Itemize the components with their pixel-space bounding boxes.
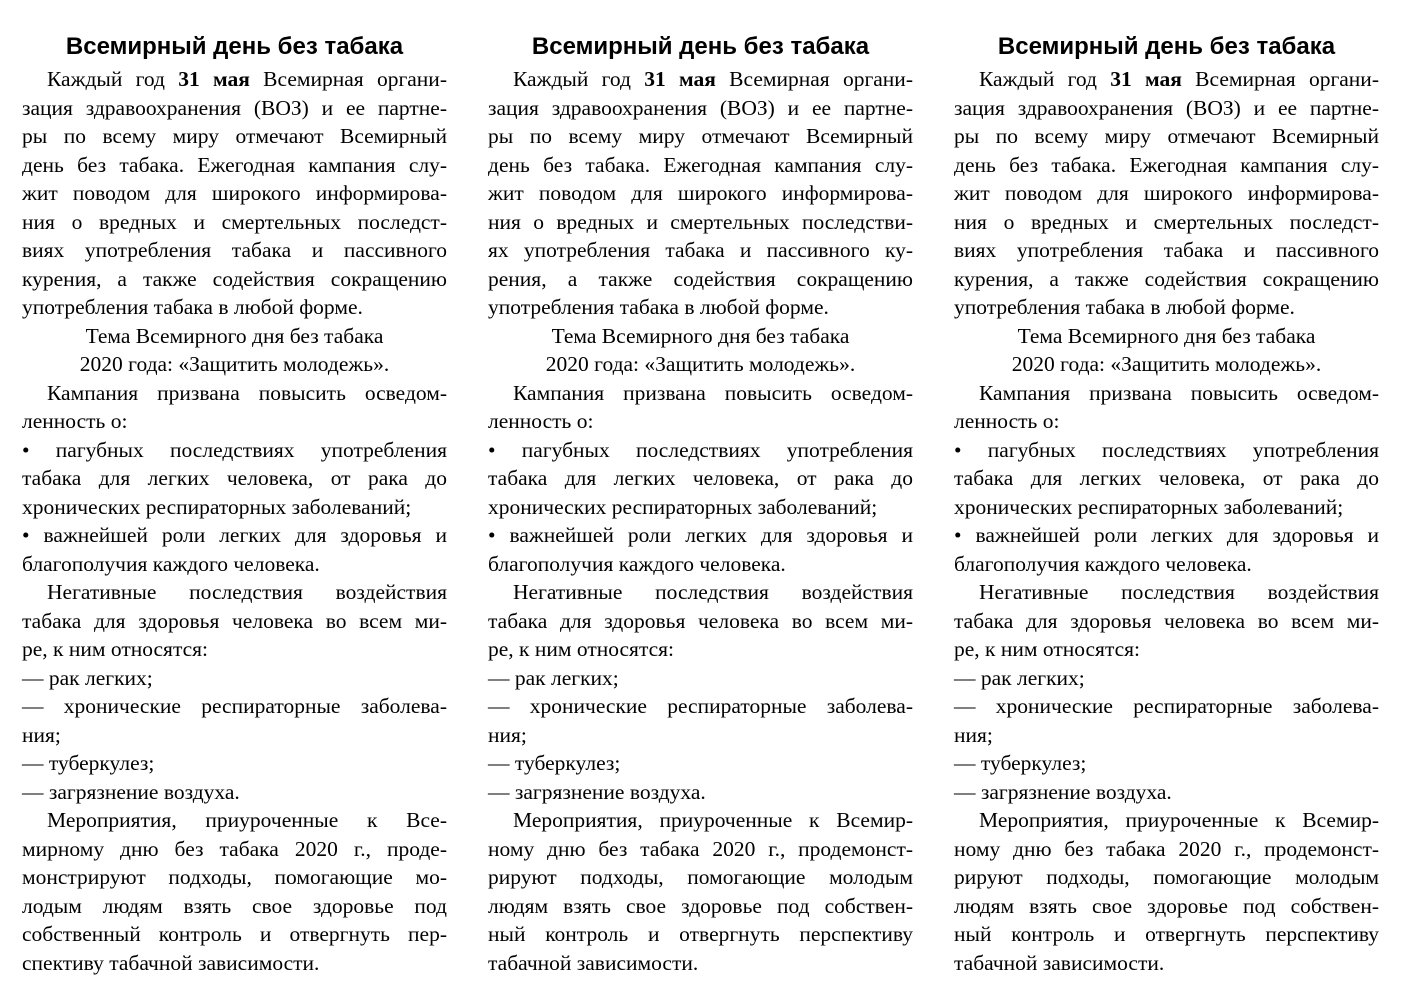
text-line: зация здравоохранения (ВОЗ) и ее партне- [22, 95, 447, 120]
text-line: ния; [488, 722, 527, 747]
text-line: людям взять свое здоровье под собствен- [488, 893, 913, 918]
text-line: табака для легких человека, от рака до [22, 466, 447, 490]
text-segment: Всемирная органи- [715, 67, 913, 91]
text-line: благополучия каждого человека. [488, 551, 786, 576]
text-line: жит поводом для широкого информирова- [22, 181, 447, 205]
text-line: • важнейшей роли легких для здоровья и [22, 523, 447, 547]
text-line: Негативные последствия воздействия [979, 580, 1379, 604]
text-line: — загрязнение воздуха. [488, 779, 706, 804]
text-line: 2020 года: «Защитить молодежь». [545, 352, 856, 376]
text-line: ры по всему миру отмечают Всемирный [954, 124, 1379, 148]
text-line: зация здравоохранения (ВОЗ) и ее партне- [488, 95, 913, 120]
text-line: ях употребления табака и пассивного ку- [488, 238, 913, 262]
text-line: ре, к ним относятся: [954, 637, 1141, 661]
text-line: употребления табака в любой форме. [488, 295, 829, 319]
text-line: — рак легких; [22, 665, 153, 690]
text-line: • пагубных последствиях употребления [488, 437, 913, 462]
text-line: табачной зависимости. [488, 950, 699, 975]
text-segment: Каждый год [979, 67, 1111, 91]
text-line [22, 65, 447, 94]
text-line: Негативные последствия воздействия [513, 580, 913, 604]
text-line: день без табака. Ежегодная кампания слу- [488, 152, 913, 177]
leaflet-column-3 [954, 30, 1379, 992]
text-line: благополучия каждого человека. [22, 551, 320, 576]
column-title: Всемирный день без табака [997, 33, 1336, 60]
text-line: спективу табачной зависимости. [22, 950, 320, 975]
text-line: ры по всему миру отмечают Всемирный [22, 124, 447, 148]
text-line: — загрязнение воздуха. [954, 779, 1172, 804]
text-line: — хронические респираторные заболева- [22, 694, 447, 718]
text-line: Кампания призвана повысить осведом- [979, 380, 1379, 405]
text-line: 2020 года: «Защитить молодежь». [79, 352, 390, 376]
text-line: ленность о: [954, 409, 1060, 433]
text-line: • пагубных последствиях употребления [22, 437, 447, 462]
text-line: ный контроль и отвергнуть перспективу [954, 922, 1379, 946]
text-line: жит поводом для широкого информирова- [954, 181, 1379, 205]
text-line: • важнейшей роли легких для здоровья и [488, 523, 913, 547]
text-line: монстрируют подходы, помогающие мо- [22, 865, 447, 889]
text-line: Тема Всемирного дня без табака [551, 323, 850, 348]
text-line: благополучия каждого человека. [954, 551, 1252, 576]
text-line: жит поводом для широкого информирова- [488, 181, 913, 205]
text-line: — туберкулез; [488, 751, 621, 775]
text-line: мирному дню без табака 2020 г., проде- [22, 836, 447, 861]
text-line: 2020 года: «Защитить молодежь». [1011, 352, 1322, 376]
text-line: • важнейшей роли легких для здоровья и [954, 523, 1379, 547]
text-line: табака для здоровья человека во всем ми- [22, 608, 447, 633]
text-line: зация здравоохранения (ВОЗ) и ее партне- [954, 95, 1379, 120]
text-line: Тема Всемирного дня без табака [85, 323, 384, 348]
bold-text-segment: 31 мая [644, 67, 716, 91]
text-line: рения, а также содействия сокращению [488, 266, 913, 291]
text-line: ре, к ним относятся: [488, 637, 675, 661]
text-line: ния о вредных и смертельных последст- [22, 209, 447, 234]
text-segment: Всемирная органи- [249, 67, 447, 91]
text-segment: Каждый год [513, 67, 645, 91]
text-line [954, 65, 1379, 94]
text-line: ленность о: [22, 409, 128, 433]
text-line: Тема Всемирного дня без табака [1017, 323, 1316, 348]
text-line: — хронические респираторные заболева- [954, 694, 1379, 718]
text-line: людям взять свое здоровье под собствен- [954, 893, 1379, 918]
column-title: Всемирный день без табака [531, 33, 870, 60]
leaflet-column-2 [488, 30, 913, 992]
text-line: Кампания призвана повысить осведом- [513, 380, 913, 405]
text-line: табака для легких человека, от рака до [954, 466, 1379, 490]
text-line: день без табака. Ежегодная кампания слу- [22, 152, 447, 177]
text-line: курения, а также содействия сокращению [22, 266, 447, 291]
text-line: табака для легких человека, от рака до [488, 466, 913, 490]
text-line: Мероприятия, приуроченные к Всемир- [979, 808, 1379, 832]
text-segment: Каждый год [47, 67, 179, 91]
text-line: ленность о: [488, 409, 594, 433]
text-line: — рак легких; [954, 665, 1085, 690]
text-line: рируют подходы, помогающие молодым [954, 865, 1379, 889]
text-line: хронических респираторных заболеваний; [22, 494, 412, 519]
bold-text-segment: 31 мая [1110, 67, 1182, 91]
text-line: Негативные последствия воздействия [47, 580, 447, 604]
text-line: Кампания призвана повысить осведом- [47, 380, 447, 405]
text-line: собственный контроль и отвергнуть пер- [22, 922, 447, 946]
text-line: — туберкулез; [954, 751, 1087, 775]
text-line: ния о вредных и смертельных последстви- [488, 209, 913, 234]
text-line: виях употребления табака и пассивного [954, 238, 1379, 262]
text-line: Мероприятия, приуроченные к Все- [47, 808, 447, 832]
text-line: — хронические респираторные заболева- [488, 694, 913, 718]
text-line: употребления табака в любой форме. [954, 295, 1295, 319]
text-line: • пагубных последствиях употребления [954, 437, 1379, 462]
text-line: курения, а также содействия сокращению [954, 266, 1379, 291]
text-line: рируют подходы, помогающие молодым [488, 865, 913, 889]
text-line: — рак легких; [488, 665, 619, 690]
text-line: ры по всему миру отмечают Всемирный [488, 124, 913, 148]
text-line: день без табака. Ежегодная кампания слу- [954, 152, 1379, 177]
text-line: ния о вредных и смертельных последст- [954, 209, 1379, 234]
text-line: ному дню без табака 2020 г., продемонст- [954, 836, 1379, 861]
text-line [488, 65, 913, 94]
text-line: табака для здоровья человека во всем ми- [954, 608, 1379, 633]
text-line: виях употребления табака и пассивного [22, 238, 447, 262]
text-line: — загрязнение воздуха. [22, 779, 240, 804]
text-line: ный контроль и отвергнуть перспективу [488, 922, 913, 946]
text-line: употребления табака в любой форме. [22, 295, 363, 319]
text-line: табачной зависимости. [954, 950, 1165, 975]
text-line: хронических респираторных заболеваний; [488, 494, 878, 519]
text-line: хронических респираторных заболеваний; [954, 494, 1344, 519]
leaflet-column-1 [22, 30, 447, 992]
column-title: Всемирный день без табака [65, 33, 404, 60]
text-line: Мероприятия, приуроченные к Всемир- [513, 808, 913, 832]
text-line: ния; [954, 722, 993, 747]
text-line: ре, к ним относятся: [22, 637, 209, 661]
text-line: лодым людям взять свое здоровье под [22, 893, 447, 918]
text-segment: Всемирная органи- [1181, 67, 1379, 91]
text-line: ному дню без табака 2020 г., продемонст- [488, 836, 913, 861]
text-line: табака для здоровья человека во всем ми- [488, 608, 913, 633]
bold-text-segment: 31 мая [178, 67, 250, 91]
text-line: — туберкулез; [22, 751, 155, 775]
text-line: ния; [22, 722, 61, 747]
